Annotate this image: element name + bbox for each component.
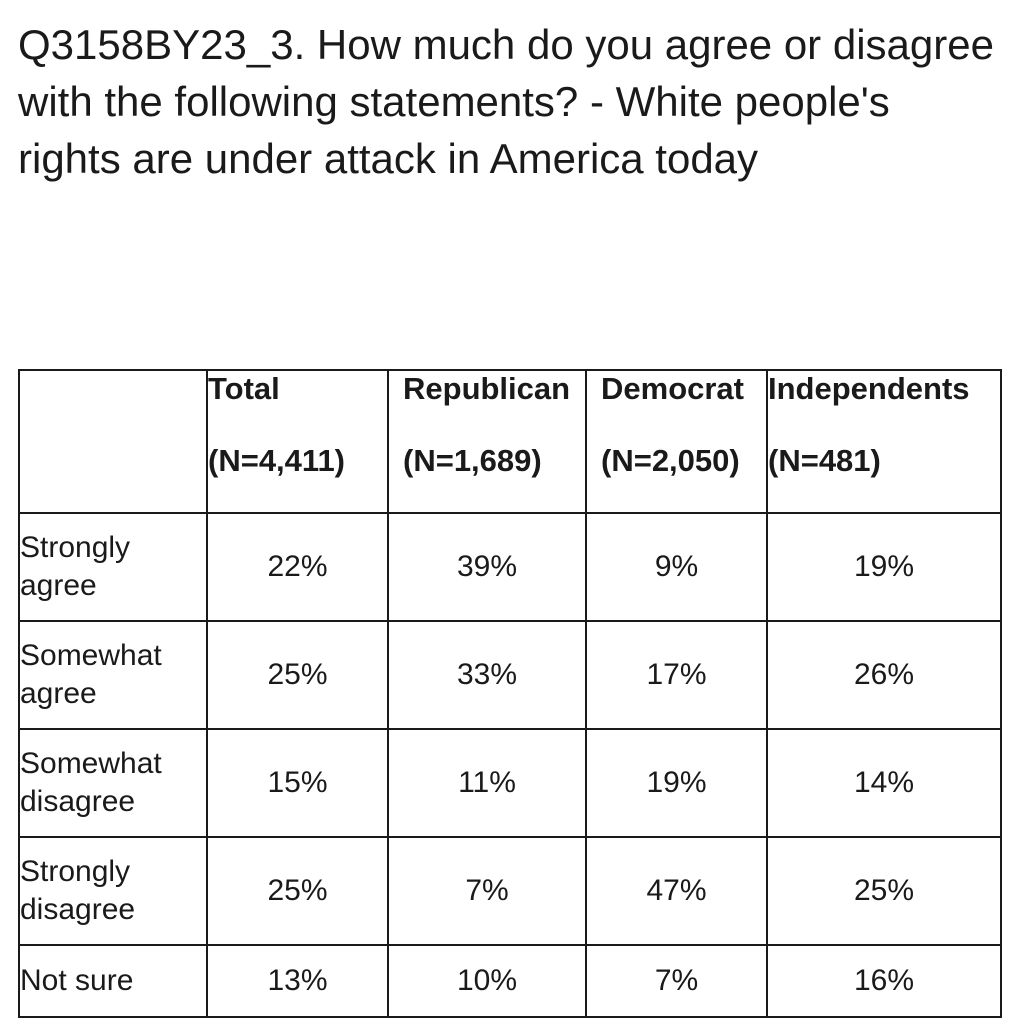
- value-cell-independents: 14%: [767, 729, 1001, 837]
- value-cell-republican: 10%: [388, 945, 586, 1017]
- question-title: Q3158BY23_3. How much do you agree or disagree with the following statements? - White people's rights are under attack in America today: [18, 21, 994, 182]
- value-cell-total: 25%: [207, 837, 388, 945]
- column-sample-size: (N=4,411): [208, 443, 346, 478]
- table-row: [19, 945, 1001, 1017]
- table-row: [19, 513, 1001, 621]
- value-cell-democrat: 7%: [586, 945, 767, 1017]
- column-sample-size: (N=1,689): [403, 443, 542, 478]
- column-header-total: [207, 370, 388, 513]
- column-group-label: Democrat: [601, 371, 744, 406]
- table-row: [19, 621, 1001, 729]
- column-group-label: Republican: [403, 371, 571, 406]
- table-row: [19, 837, 1001, 945]
- value-cell-democrat: 19%: [586, 729, 767, 837]
- column-header-independents: [767, 370, 1001, 513]
- value-cell-democrat: 9%: [586, 513, 767, 621]
- row-label: Not sure: [19, 945, 207, 1017]
- row-label: Somewhat disagree: [19, 729, 207, 837]
- value-cell-republican: 33%: [388, 621, 586, 729]
- column-header-democrat: [586, 370, 767, 513]
- column-group-label: Total: [208, 371, 280, 406]
- row-label: Strongly disagree: [19, 837, 207, 945]
- table-row: [19, 729, 1001, 837]
- value-cell-total: 25%: [207, 621, 388, 729]
- value-cell-democrat: 47%: [586, 837, 767, 945]
- value-cell-total: 13%: [207, 945, 388, 1017]
- table-header-row: [19, 370, 1001, 513]
- value-cell-republican: 11%: [388, 729, 586, 837]
- column-header-republican: [388, 370, 586, 513]
- column-group-label: Independents: [768, 371, 970, 406]
- column-sample-size: (N=481): [768, 443, 881, 478]
- row-label: Somewhat agree: [19, 621, 207, 729]
- value-cell-independents: 19%: [767, 513, 1001, 621]
- column-sample-size: (N=2,050): [601, 443, 740, 478]
- value-cell-republican: 39%: [388, 513, 586, 621]
- value-cell-independents: 25%: [767, 837, 1001, 945]
- value-cell-total: 22%: [207, 513, 388, 621]
- value-cell-independents: 26%: [767, 621, 1001, 729]
- value-cell-democrat: 17%: [586, 621, 767, 729]
- value-cell-independents: 16%: [767, 945, 1001, 1017]
- value-cell-total: 15%: [207, 729, 388, 837]
- results-table: [18, 369, 1002, 1018]
- row-label: Strongly agree: [19, 513, 207, 621]
- value-cell-republican: 7%: [388, 837, 586, 945]
- empty-corner-cell: [19, 370, 207, 513]
